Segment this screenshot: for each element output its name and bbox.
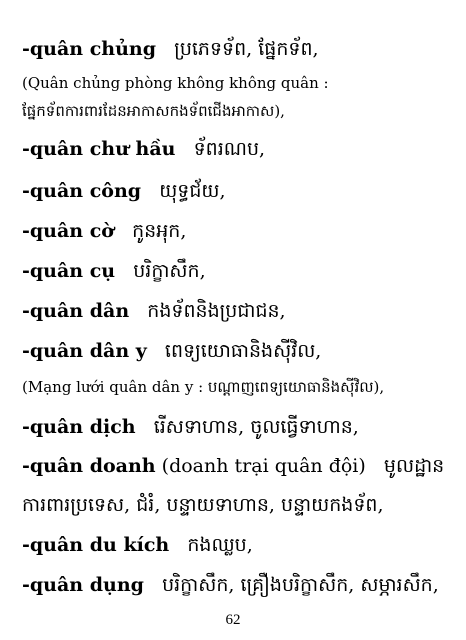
entry-term: -quân doanh xyxy=(22,455,156,477)
entry-term: -quân chư hầu xyxy=(22,138,176,160)
entry-quan-dich xyxy=(22,418,452,437)
entry-definition: យុទ្ធជ័យ, xyxy=(159,180,226,202)
entry-quan-chu-hau xyxy=(22,140,452,159)
entry-term: -quân dụng xyxy=(22,574,144,596)
entry-quan-doanh xyxy=(22,457,452,476)
entry-quan-dan-y xyxy=(22,342,452,361)
entry-term: -quân du kích xyxy=(22,534,170,556)
entry-quan-du-kich xyxy=(22,536,452,555)
entry-term: -quân cụ xyxy=(22,260,116,282)
entry-term: -quân dân xyxy=(22,300,130,322)
entry-definition: ទ័ពរណប, xyxy=(193,138,266,160)
entry-definition: បរិក្ខាសឹក, គ្រឿងបរិក្ខាសឹក, សម្ភារសឹក, xyxy=(162,574,439,596)
entry-definition: រើសទាហាន, ចូលធ្វើទាហាន, xyxy=(153,416,359,438)
example-note: ផ្នែកទ័ពការពារដែនអាកាសកងទ័ពជើងអាកាស), xyxy=(22,102,285,120)
entry-quan-dan xyxy=(22,302,452,321)
entry-term: -quân chủng xyxy=(22,38,157,60)
entry-definition: បរិក្ខាសឹក, xyxy=(133,260,206,282)
entry-term: -quân cờ xyxy=(22,220,114,242)
entry-definition: កងឈ្លប, xyxy=(187,534,253,556)
entry-continuation: ការពារប្រទេស, ជំរំ, បន្ទាយទាហាន, បន្ទាយកងទ័ព, xyxy=(22,494,384,516)
entry-definition: កូនអុក, xyxy=(132,220,187,242)
entry-definition: មូលដ្ឋាន xyxy=(383,455,445,477)
entry-definition: កងទ័ពនិងប្រជាជន, xyxy=(147,300,286,322)
entry-definition: ប្រភេទទ័ព, ផ្នែកទ័ព, xyxy=(174,38,319,60)
entry-quan-co xyxy=(22,222,452,241)
example-note: (Mạng lưới quân dân y : បណ្ដាញពេទ្យយោធានិងស៊ីវិល), xyxy=(22,378,385,396)
entry-quan-cu xyxy=(22,262,452,281)
entry-term: -quân dân y xyxy=(22,340,147,362)
entry-quan-chung xyxy=(22,40,452,59)
example-note: (Quân chủng phòng không không quân : xyxy=(22,74,329,92)
page-number: 62 xyxy=(225,612,241,628)
entry-quan-cong xyxy=(22,182,452,201)
entry-quan-dung xyxy=(22,576,452,595)
entry-gloss: (doanh trại quân đội) xyxy=(161,455,366,477)
entry-definition: ពេទ្យយោធានិងស៊ីវិល, xyxy=(164,340,322,362)
entry-term: -quân công xyxy=(22,180,142,202)
entry-term: -quân dịch xyxy=(22,416,136,438)
